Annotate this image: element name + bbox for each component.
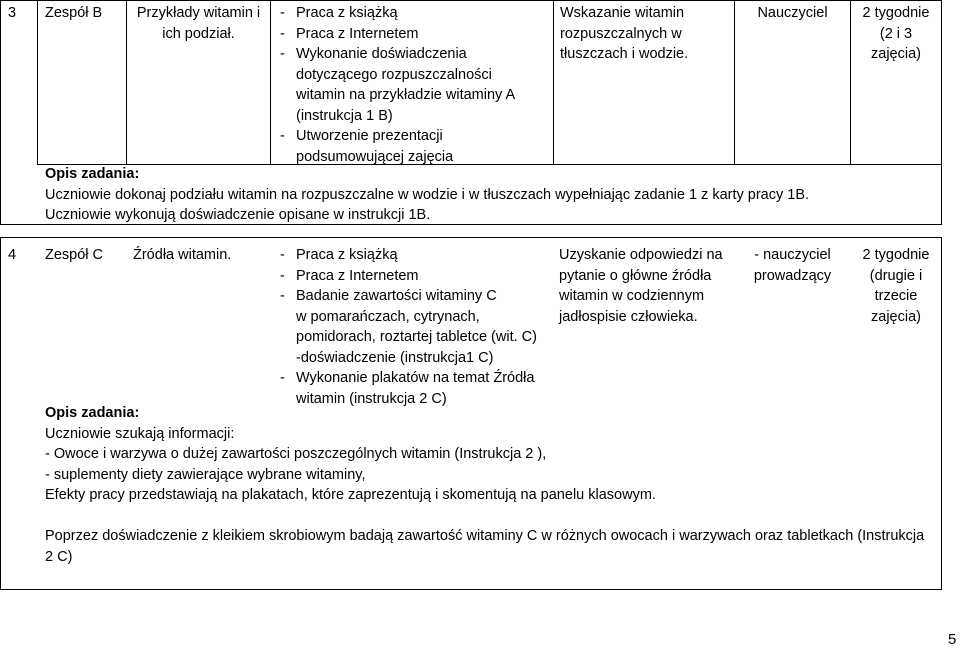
method-continuation: podsumowującej zajęcia (296, 148, 454, 165)
experiment-note (45, 526, 924, 567)
note-line: 2 C) (45, 548, 73, 565)
row-number: 3 (8, 5, 17, 21)
method-continuation: (instrukcja 1 B) (296, 107, 393, 124)
topic-cell (128, 3, 269, 44)
method-item: - Praca z Internetem (278, 266, 537, 287)
goal-line: rozpuszczalnych w (560, 25, 682, 42)
description-line: - suplementy diety zawierające wybrane witaminy, (45, 466, 366, 483)
time-cell (851, 245, 941, 327)
time-cell (851, 3, 941, 65)
method-continuation: w pomarańczach, cytrynach, (296, 308, 480, 325)
method-continuation: witamin (instrukcja 2 C) (296, 390, 447, 407)
time-line: zajęcia) (871, 46, 921, 62)
goal-cell (559, 245, 723, 327)
description-line: Efekty pracy przedstawiają na plakatach, które zaprezentują i skomentują na panelu klasowym. (45, 487, 656, 503)
description-line: Uczniowie szukają informacji: (45, 425, 235, 442)
method-item: - Wykonanie plakatów na temat Źródła (278, 368, 537, 389)
time-line: 2 tygodnie (862, 5, 930, 21)
description-line: Uczniowie dokonaj podziału witamin na rozpuszczalne w wodzie i w tłuszczach wypełniając zadanie 1 z karty pracy 1B. (45, 186, 810, 203)
description-title: Opis zadania: (45, 166, 140, 182)
time-line: trzecie (874, 288, 918, 304)
time-line: zajęcia) (871, 308, 921, 325)
method-item: - Badanie zawartości witaminy C (278, 286, 537, 307)
topic-line: ich podział. (162, 25, 235, 42)
team-name: Zespół B (45, 5, 103, 21)
person-line: prowadzący (753, 267, 832, 284)
task-description (45, 164, 809, 226)
time-line: 2 tygodnie (862, 247, 930, 263)
person-line: - nauczyciel (754, 247, 831, 263)
method-item: - Praca z książką (278, 3, 515, 24)
person-cell: Nauczyciel (757, 5, 828, 21)
method-item: - Praca z Internetem (278, 24, 515, 45)
goal-line: pytanie o główne źródła (559, 267, 712, 284)
method-continuation: -doświadczenie (instrukcja1 C) (296, 349, 494, 366)
description-title: Opis zadania: (45, 405, 140, 421)
methods-list (278, 3, 515, 167)
topic-line: Przykłady witamin i (136, 5, 261, 21)
goal-cell (560, 3, 688, 65)
time-line: (2 i 3 (879, 25, 913, 42)
person-cell (735, 245, 850, 286)
goal-line: tłuszczach i wodzie. (560, 46, 689, 62)
team-name: Zespół C (45, 247, 104, 263)
description-line: Uczniowie wykonują doświadczenie opisane w instrukcji 1B. (45, 207, 431, 223)
goal-line: Wskazanie witamin (560, 5, 685, 21)
task-description (45, 403, 656, 506)
goal-line: witamin w codziennym (559, 288, 705, 304)
page-number: 5 (948, 631, 957, 648)
topic-cell: Źródła witamin. (133, 247, 232, 263)
time-line: (drugie i (869, 267, 923, 284)
method-continuation: dotyczącego rozpuszczalności (296, 66, 492, 83)
method-continuation: pomidorach, roztartej tabletce (wit. C) (296, 329, 537, 345)
goal-line: Uzyskanie odpowiedzi na (559, 247, 723, 263)
note-line: Poprzez doświadczenie z kleikiem skrobiowym badają zawartość witaminy C w różnych owocach i warzywach oraz tabletkach (Instrukcja (45, 528, 925, 544)
methods-list (278, 245, 537, 409)
goal-line: jadłospisie człowieka. (559, 308, 698, 325)
method-item: - Praca z książką (278, 245, 537, 266)
description-line: - Owoce i warzywa o dużej zawartości poszczególnych witamin (Instrukcja 2 ), (45, 446, 547, 462)
method-item: - Utworzenie prezentacji (278, 126, 515, 147)
method-item: - Wykonanie doświadczenia (278, 44, 515, 65)
method-continuation: witamin na przykładzie witaminy A (296, 87, 516, 103)
row-number: 4 (8, 247, 17, 263)
